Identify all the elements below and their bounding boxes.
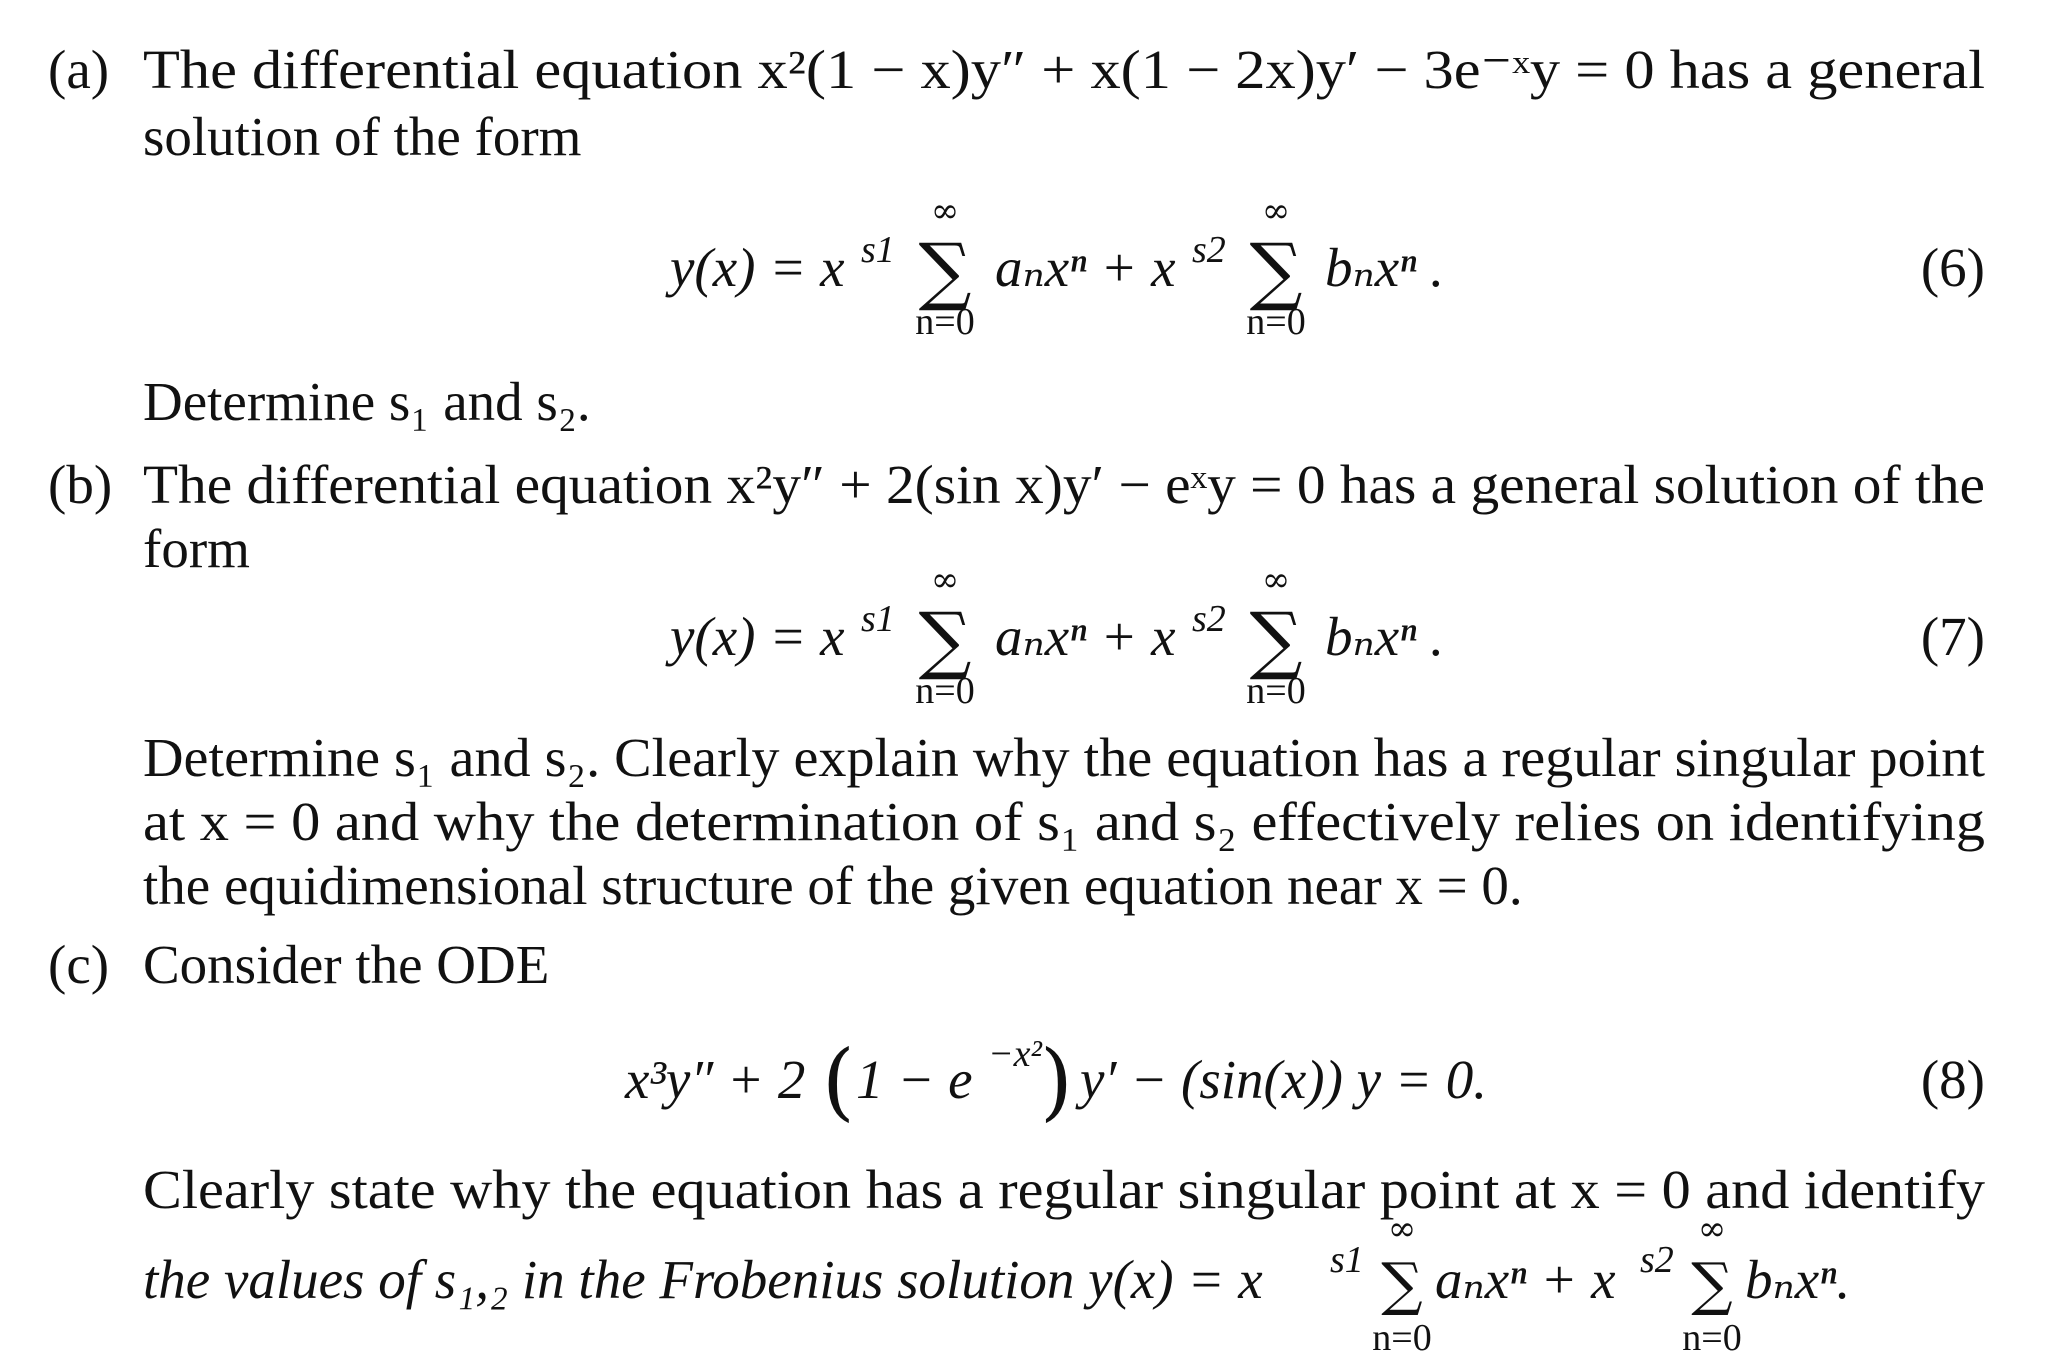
eq7-exponent-2: s2 bbox=[1192, 598, 1226, 640]
eq8-part-1: x³y″ + 2 bbox=[625, 1049, 806, 1110]
eq7-number: (7) bbox=[1920, 606, 1985, 667]
eq7-term-2: bₙxⁿ . bbox=[1325, 606, 1445, 667]
part-c-question-line-1: Clearly state why the equation has a regular singular point at x = 0 and identify bbox=[143, 1159, 1986, 1220]
eq6-sum-2-lower: n=0 bbox=[1246, 301, 1306, 343]
equation-8 bbox=[624, 1032, 1985, 1130]
inline-term-2: bₙxⁿ. bbox=[1745, 1249, 1851, 1310]
inline-sum-2-upper: ∞ bbox=[1697, 1209, 1727, 1249]
part-c-label: (c) bbox=[48, 934, 110, 995]
eq6-term-2: bₙxⁿ . bbox=[1325, 237, 1445, 298]
eq7-sum-2-sigma: ∑ bbox=[1249, 597, 1303, 683]
eq6-number: (6) bbox=[1920, 237, 1985, 298]
eq6-exponent-1: s1 bbox=[861, 229, 895, 271]
inline-term-1: aₙxⁿ + x bbox=[1435, 1249, 1616, 1310]
eq6-sum-2-upper: ∞ bbox=[1261, 191, 1291, 231]
part-c bbox=[48, 934, 1986, 1359]
inline-sum-2-lower: n=0 bbox=[1682, 1317, 1742, 1359]
eq8-open-paren: ( bbox=[822, 1032, 855, 1130]
eq6-sum-1-upper: ∞ bbox=[930, 191, 960, 231]
part-a-label: (a) bbox=[48, 39, 110, 100]
part-a-intro-line-2: solution of the form bbox=[143, 106, 582, 167]
inline-exponent-2: s2 bbox=[1640, 1239, 1674, 1281]
eq6-sum-1-lower: n=0 bbox=[915, 301, 975, 343]
eq7-term-1: aₙxⁿ + x bbox=[995, 606, 1176, 667]
eq8-part-2: y′ − (sin(x)) y = 0. bbox=[1080, 1049, 1487, 1110]
part-a-intro-line-1: The differential equation x²(1 − x)y″ + x(1 − 2x)y′ − 3e⁻ˣy = 0 has a general bbox=[143, 39, 1985, 100]
part-a-question: Determine s₁ and s₂. bbox=[143, 371, 591, 432]
equation-7 bbox=[665, 560, 1985, 712]
part-b-intro-line-2: form bbox=[143, 518, 250, 579]
part-c-question-line-2 bbox=[143, 1209, 1850, 1359]
part-c-line-2-text: the values of s₁,₂ in the Frobenius solution y(x) = x bbox=[143, 1249, 1263, 1310]
eq7-sum-1-sigma: ∑ bbox=[918, 597, 972, 683]
inline-sum-1-sigma: ∑ bbox=[1381, 1250, 1423, 1318]
inline-sum-1-lower: n=0 bbox=[1372, 1317, 1432, 1359]
eq8-number: (8) bbox=[1920, 1049, 1985, 1110]
equation-6 bbox=[665, 191, 1985, 343]
eq6-term-1: aₙxⁿ + x bbox=[995, 237, 1176, 298]
part-c-intro: Consider the ODE bbox=[143, 934, 550, 995]
inline-exponent-1: s1 bbox=[1330, 1239, 1364, 1281]
eq7-sum-2-lower: n=0 bbox=[1246, 670, 1306, 712]
eq6-lhs: y(x) = x bbox=[670, 237, 845, 298]
eq7-sum-2-upper: ∞ bbox=[1261, 560, 1291, 600]
part-b-question-line-3: the equidimensional structure of the given equation near x = 0. bbox=[143, 855, 1523, 916]
eq8-close-paren: ) bbox=[1040, 1032, 1073, 1130]
eq8-inner-exponent: −x² bbox=[988, 1033, 1042, 1075]
part-a bbox=[48, 39, 1985, 432]
part-b bbox=[48, 454, 1985, 916]
eq7-sum-1-lower: n=0 bbox=[915, 670, 975, 712]
eq7-sum-1-upper: ∞ bbox=[930, 560, 960, 600]
part-b-question-line-2: at x = 0 and why the determination of s₁ and s₂ effectively relies on identifying bbox=[143, 791, 1985, 852]
inline-sum-1-upper: ∞ bbox=[1387, 1209, 1417, 1249]
part-b-label: (b) bbox=[48, 454, 113, 515]
eq6-exponent-2: s2 bbox=[1192, 229, 1226, 271]
eq6-sum-1-sigma: ∑ bbox=[918, 228, 972, 314]
eq6-sum-2-sigma: ∑ bbox=[1249, 228, 1303, 314]
part-b-intro-line-1: The differential equation x²y″ + 2(sin x)y′ − eˣy = 0 has a general solution of the bbox=[143, 454, 1985, 515]
eq8-inner: 1 − e bbox=[856, 1049, 973, 1110]
inline-sum-2-sigma: ∑ bbox=[1691, 1250, 1733, 1318]
eq7-lhs: y(x) = x bbox=[670, 606, 845, 667]
eq7-exponent-1: s1 bbox=[861, 598, 895, 640]
part-b-question-line-1: Determine s₁ and s₂. Clearly explain why the equation has a regular singular point bbox=[143, 727, 1986, 788]
